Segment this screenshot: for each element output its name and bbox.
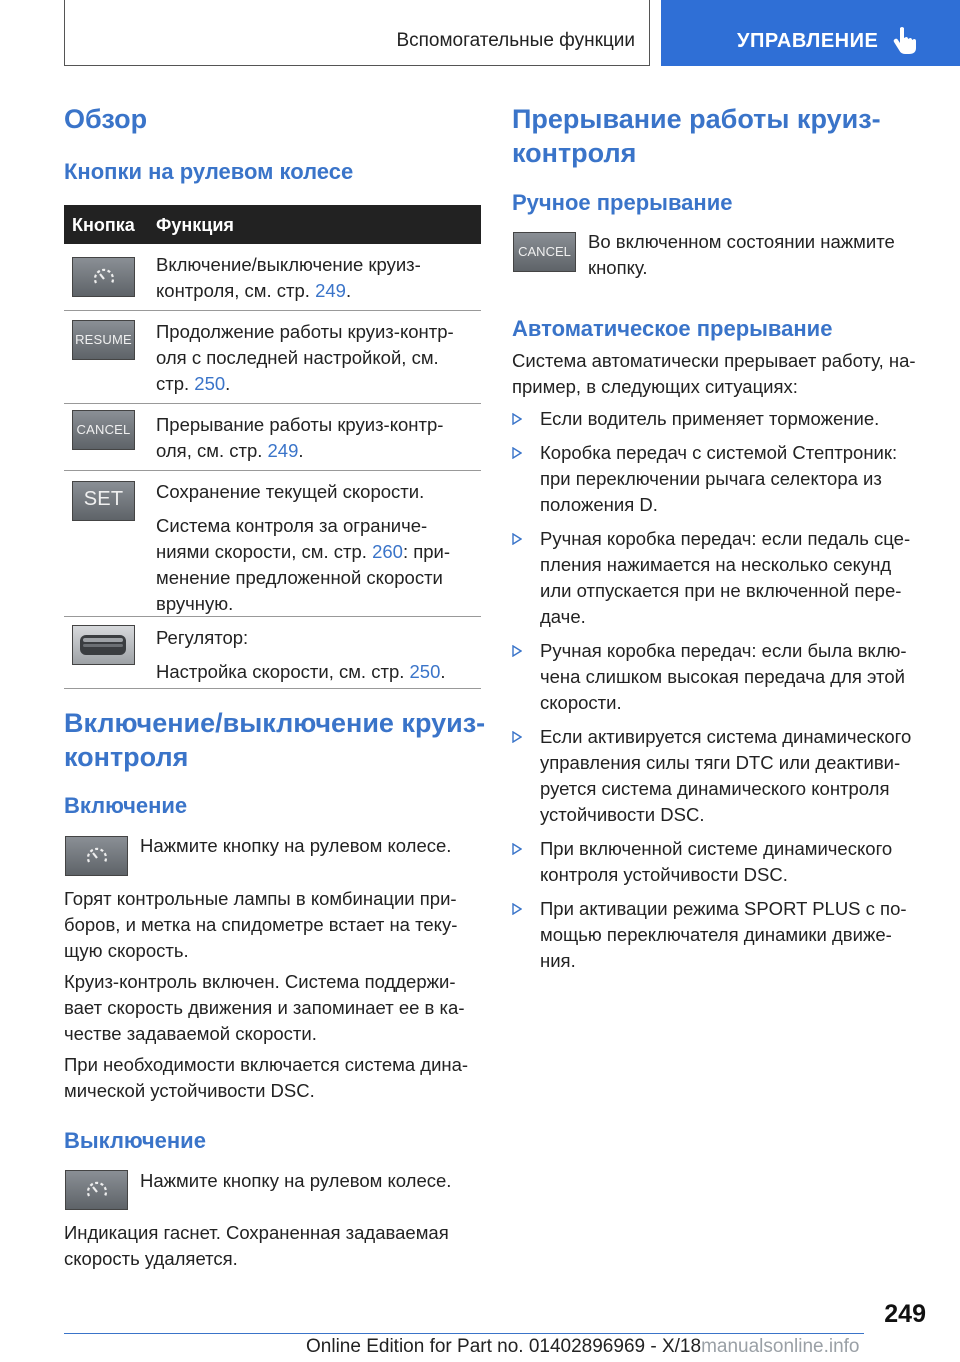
- auto-heading: Автоматическое прерывание: [512, 316, 833, 341]
- off-heading: Выключение: [64, 1128, 206, 1153]
- row1-text-2: контроля, см. стр.: [156, 280, 316, 301]
- list-item: При активации режима SPORT PLUS с по- мощью переключателя динамики движе- ния.: [512, 896, 932, 974]
- header-section-box: [64, 0, 650, 66]
- auto-bullet-list: [512, 406, 932, 982]
- on-heading: Включение: [64, 793, 188, 818]
- on-action: Нажмите кнопку на рулевом колесе.: [140, 835, 452, 856]
- cancel-label: CANCEL: [76, 422, 131, 437]
- list-item: Ручная коробка передач: если педаль сце- пления нажимается на несколько секунд или отпускается при не включенной пере- даче.: [512, 526, 932, 630]
- hand-pointer-icon: [893, 26, 919, 54]
- cancel-button-image: [72, 410, 135, 450]
- page-title: Обзор: [64, 104, 148, 134]
- speedometer-icon: [84, 844, 110, 868]
- header-chapter-title: УПРАВЛЕНИЕ: [737, 30, 879, 52]
- on-paragraph-1: Горят контрольные лампы в комбинации при- боров, и метка на спидометре встает на теку- щую скорость.: [64, 888, 458, 961]
- on-paragraph-3: При необходимости включается система дина- мической устойчивости DSC.: [64, 1054, 469, 1101]
- cruise-button-image: [65, 836, 128, 876]
- list-item: Коробка передач с системой Стептроник: при переключении рычага селектора из положения D.: [512, 440, 932, 518]
- speedometer-icon: [84, 1178, 110, 1202]
- page-link[interactable]: 260: [372, 541, 403, 562]
- right-title: Прерывание работы круиз- контроля: [512, 104, 881, 168]
- resume-label: RESUME: [75, 332, 132, 347]
- rocker-button-image: [72, 625, 135, 665]
- cancel-button-image: [513, 232, 576, 272]
- cruise-button-image: [65, 1170, 128, 1210]
- header-chapter-tab[interactable]: [661, 0, 960, 66]
- table-row: CANCEL Прерывание работы круиз-контр- оля, см. стр. 249.: [64, 404, 481, 471]
- triangle-bullet-icon: [512, 843, 522, 855]
- triangle-bullet-icon: [512, 413, 522, 425]
- auto-intro: Система автоматически прерывает работу, на- пример, в следующих ситуациях:: [512, 350, 916, 397]
- triangle-bullet-icon: [512, 731, 522, 743]
- footer-watermark: manualsonline.info: [701, 1336, 860, 1357]
- table-row: RESUME Продолжение работы круиз-контр- оля с последней настройкой, см. стр. 250.: [64, 311, 481, 404]
- table-header: [64, 205, 481, 244]
- list-item: При включенной системе динамического контроля устойчивости DSC.: [512, 836, 932, 888]
- manual-heading: Ручное прерывание: [512, 190, 733, 215]
- cruise-button-image: [72, 257, 135, 297]
- table-row: Регулятор: Настройка скорости, см. стр. 250.: [64, 617, 481, 689]
- section-subtitle: Кнопки на рулевом колесе: [64, 159, 354, 184]
- col-header-function: Функция: [156, 215, 234, 235]
- page-number: 249: [884, 1300, 926, 1328]
- on-paragraph-2: Круиз-контроль включен. Система поддержи- вает скорость движения и запоминает ее в ка- честве задаваемой скорости.: [64, 971, 465, 1044]
- page-link[interactable]: 250: [409, 661, 441, 682]
- speedometer-icon: [91, 265, 117, 289]
- buttons-table: [64, 205, 481, 689]
- off-action: Нажмите кнопку на рулевом колесе.: [140, 1170, 452, 1191]
- triangle-bullet-icon: [512, 447, 522, 459]
- page-link[interactable]: 249: [267, 440, 299, 461]
- list-item: Если водитель применяет торможение.: [512, 406, 932, 432]
- rocker-icon: [79, 633, 127, 657]
- set-label: SET: [83, 488, 124, 510]
- row1-text-1: Включение/выключение круиз-: [156, 254, 421, 275]
- footer-edition: Online Edition for Part no. 01402896969 - X/18manualsonline.info: [306, 1336, 860, 1357]
- table-row: SET Сохранение текущей скорости. Система контроля за ограниче- ниями скорости, см. стр. 260: при- менение предложенной скорости вручную.: [64, 471, 481, 617]
- cancel-label: CANCEL: [518, 244, 571, 259]
- footer-divider: [64, 1333, 864, 1334]
- col-header-button: Кнопка: [72, 215, 135, 235]
- header-section-title: Вспомогательные функции: [396, 30, 635, 51]
- list-item: Ручная коробка передач: если была вклю- чена слишком высокая передача для этой скорости.: [512, 638, 932, 716]
- list-item: Если активируется система динамического управления силы тяги DTC или деактиви- руется система динамического контроля устойчивости DSC.: [512, 724, 932, 828]
- set-button-image: [72, 481, 135, 521]
- section2-title: Включение/выключение круиз- контроля: [64, 708, 486, 772]
- page-link[interactable]: 250: [194, 373, 226, 394]
- manual-text: Во включенном состоянии нажмите кнопку.: [588, 231, 895, 278]
- page-link[interactable]: 249: [315, 280, 346, 301]
- triangle-bullet-icon: [512, 645, 522, 657]
- table-row: Включение/выключение круиз- контроля, см. стр. 249.: [64, 244, 481, 311]
- triangle-bullet-icon: [512, 903, 522, 915]
- resume-button-image: [72, 320, 135, 360]
- triangle-bullet-icon: [512, 533, 522, 545]
- off-paragraph: Индикация гаснет. Сохраненная задаваемая скорость удаляется.: [64, 1222, 449, 1269]
